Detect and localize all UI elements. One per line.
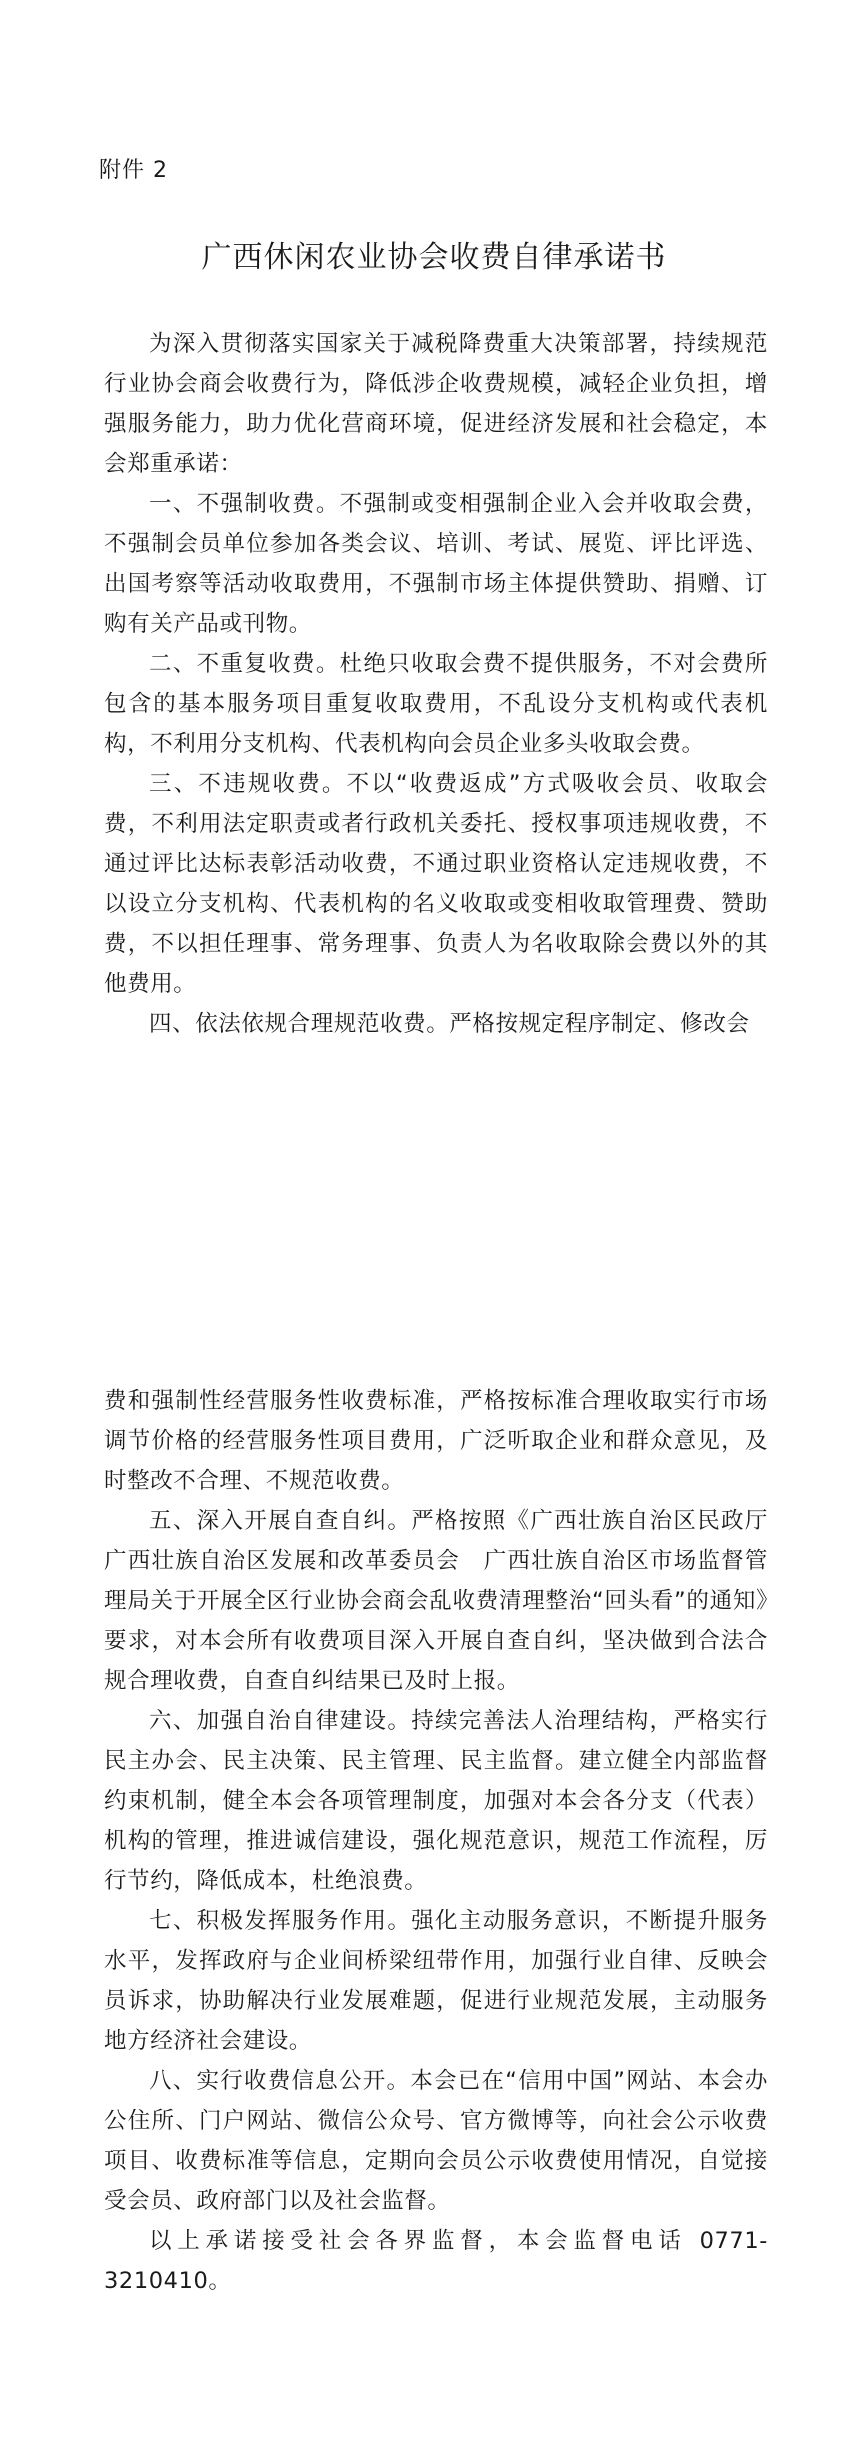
annex-label: 附件 2 — [99, 158, 168, 183]
intro-paragraph: 为深入贯彻落实国家关于减税降费重大决策部署，持续规范行业协会商会收费行为，降低涉企收费规模，减轻企业负担，增强服务能力，助力优化营商环境，促进经济发展和社会稳定，本会郑重承诺： — [104, 331, 768, 477]
commitment-paragraph-3: 三、不违规收费。不以“收费返成”方式吸收会员、收取会费，不利用法定职责或者行政机关委托、授权事项违规收费，不通过评比达标表彰活动收费，不通过职业资格认定违规收费，不以设立分支机构、代表机构的名义收取或变相收取管理费、赞助费，不以担任理事、常务理事、负责人为名收取除会费以外的其他费用。 — [104, 771, 768, 997]
document-title: 广西休闲农业协会收费自律承诺书 — [201, 240, 667, 275]
commitment-paragraph-6: 六、加强自治自律建设。持续完善法人治理结构，严格实行民主办会、民主决策、民主管理、民主监督。建立健全内部监督约束机制，健全本会各项管理制度，加强对本会各分支（代表）机构的管理，推进诚信建设，强化规范意识，规范工作流程，厉行节约，降低成本，杜绝浪费。 — [104, 1708, 768, 1894]
page-one-body — [104, 324, 768, 1044]
commitment-paragraph-8: 八、实行收费信息公开。本会已在“信用中国”网站、本会办公住所、门户网站、微信公众号、官方微博等，向社会公示收费项目、收费标准等信息，定期向会员公示收费使用情况，自觉接受会员、政府部门以及社会监督。 — [104, 2068, 768, 2214]
commitment-paragraph-7: 七、积极发挥服务作用。强化主动服务意识，不断提升服务水平，发挥政府与企业间桥梁纽带作用，加强行业自律、反映会员诉求，协助解决行业发展难题，促进行业规范发展，主动服务地方经济社会建设。 — [104, 1908, 768, 2054]
page-two-body — [104, 1381, 768, 2301]
closing-paragraph: 以上承诺接受社会各界监督，本会监督电话 0771-3210410。 — [104, 2228, 768, 2294]
commitment-paragraph-2: 二、不重复收费。杜绝只收取会费不提供服务，不对会费所包含的基本服务项目重复收取费用，不乱设分支机构或代表机构，不利用分支机构、代表机构向会员企业多头收取会费。 — [104, 651, 768, 757]
commitment-paragraph-1: 一、不强制收费。不强制或变相强制企业入会并收取会费，不强制会员单位参加各类会议、培训、考试、展览、评比评选、出国考察等活动收取费用，不强制市场主体提供赞助、捐赠、订购有关产品或刊物。 — [104, 491, 768, 637]
commitment-paragraph-4-start: 四、依法依规合理规范收费。严格按规定程序制定、修改会 — [149, 1011, 750, 1037]
commitment-paragraph-5: 五、深入开展自查自纠。严格按照《广西壮族自治区民政厅 广西壮族自治区发展和改革委员会 广西壮族自治区市场监督管理局关于开展全区行业协会商会乱收费清理整治“回头看”的通知》要求，对本会所有收费项目深入开展自查自纠，坚决做到合法合规合理收费，自查自纠结果已及时上报。 — [104, 1508, 768, 1694]
commitment-paragraph-4-continued: 费和强制性经营服务性收费标准，严格按标准合理收取实行市场调节价格的经营服务性项目费用，广泛听取企业和群众意见，及时整改不合理、不规范收费。 — [104, 1388, 768, 1494]
